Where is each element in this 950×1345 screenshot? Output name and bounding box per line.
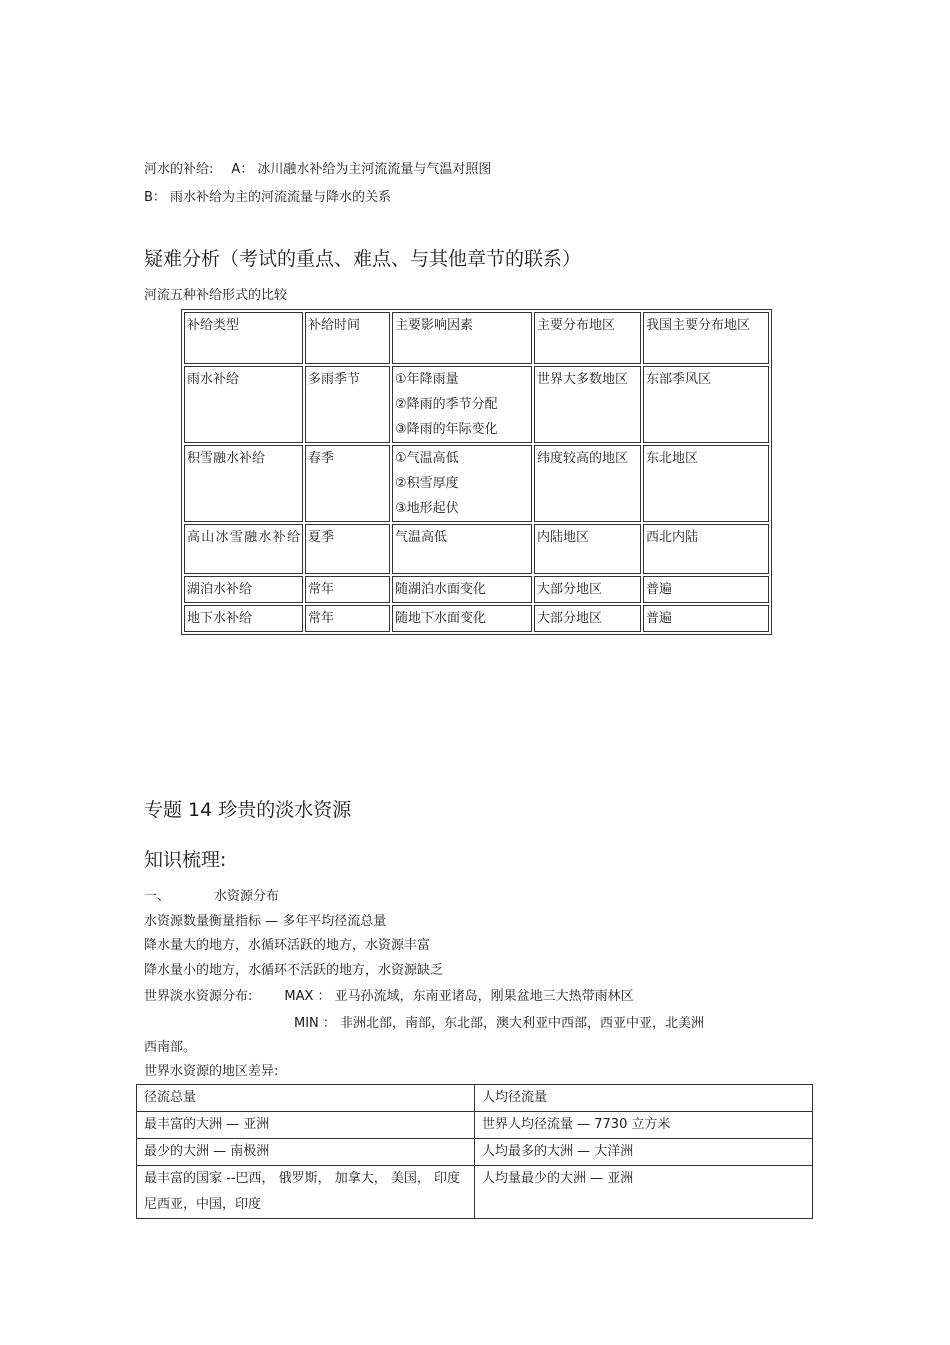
table-row (137, 1166, 813, 1219)
header-cell: 径流总量 (137, 1085, 475, 1112)
header-cell: 补给类型 (184, 312, 303, 364)
supply-item-a: A： 冰川融水补给为主河流流量与气温对照图 (231, 162, 492, 177)
supply-comparison-table (181, 309, 772, 635)
table-cell: 最丰富的大洲 — 亚洲 (137, 1112, 475, 1139)
cell-factors (392, 445, 532, 522)
cell-type: 地下水补给 (184, 605, 303, 632)
text-line: 水资源数量衡量指标 — 多年平均径流总量 (144, 914, 387, 929)
cell-type: 高山冰雪融水补给 (184, 524, 303, 574)
diff-caption: 世界水资源的地区差异: (144, 1064, 279, 1079)
cell-type: 积雪融水补给 (184, 445, 303, 522)
cell-factors: 随地下水面变化 (392, 605, 532, 632)
table-cell: 人均最多的大洲 — 大洋洲 (475, 1139, 813, 1166)
cell-time: 常年 (305, 605, 390, 632)
cell-time: 春季 (305, 445, 390, 522)
table1-caption: 河流五种补给形式的比较 (144, 288, 288, 303)
table-row (137, 1139, 813, 1166)
water-difference-table (136, 1084, 813, 1219)
factor-item: ②降雨的季节分配 (395, 397, 498, 412)
table-row (184, 445, 769, 522)
knowledge-heading: 知识梳理: (144, 849, 227, 871)
max-text: MAX ： 亚马孙流域，东南亚诸岛，刚果盆地三大热带雨林区 (284, 989, 634, 1004)
table-row (137, 1112, 813, 1139)
table-row (184, 605, 769, 632)
min-text: MIN ： 非洲北部，南部，东北部，澳大利亚中西部，西亚中亚，北美洲 (294, 1016, 705, 1031)
cell-world: 大部分地区 (534, 605, 641, 632)
header-cell: 补给时间 (305, 312, 390, 364)
world-distribution-line (144, 988, 634, 1006)
analysis-heading: 疑难分析（考试的重点、难点、与其他章节的联系） (144, 248, 582, 270)
cell-time: 多雨季节 (305, 366, 390, 443)
cell-world: 世界大多数地区 (534, 366, 641, 443)
header-cell: 人均径流量 (475, 1085, 813, 1112)
cell-world: 大部分地区 (534, 576, 641, 603)
min-text-cont: 西南部。 (144, 1040, 197, 1055)
section-title: 水资源分布 (214, 889, 280, 904)
supply-line-a (144, 161, 491, 179)
cell-type: 雨水补给 (184, 366, 303, 443)
factor-item: ③降雨的年际变化 (395, 422, 498, 437)
world-label: 世界淡水资源分布: (144, 989, 253, 1004)
cell-china: 普遍 (643, 605, 769, 632)
cell-factors: 气温高低 (392, 524, 532, 574)
header-cell: 主要影响因素 (392, 312, 532, 364)
cell-china: 东部季风区 (643, 366, 769, 443)
cell-world: 纬度较高的地区 (534, 445, 641, 522)
factor-item: ①气温高低 (395, 451, 459, 466)
cell-china: 西北内陆 (643, 524, 769, 574)
table-cell: 人均量最少的大洲 — 亚洲 (475, 1166, 813, 1219)
table-row (184, 366, 769, 443)
section-1-heading (144, 888, 279, 906)
topic-title: 专题 14 珍贵的淡水资源 (144, 799, 352, 821)
text-line: 降水量小的地方，水循环不活跃的地方，水资源缺乏 (144, 963, 444, 978)
cell-factors: 随湖泊水面变化 (392, 576, 532, 603)
cell-china: 普遍 (643, 576, 769, 603)
supply-line-b: B： 雨水补给为主的河流流量与降水的关系 (144, 190, 392, 205)
header-cell: 主要分布地区 (534, 312, 641, 364)
cell-factors (392, 366, 532, 443)
table-row (184, 576, 769, 603)
table-row (184, 524, 769, 574)
cell-type: 湖泊水补给 (184, 576, 303, 603)
cell-china: 东北地区 (643, 445, 769, 522)
table-cell: 最丰富的国家 --巴西， 俄罗斯， 加拿大， 美国， 印度尼西亚，中国，印度 (137, 1166, 475, 1219)
factor-item: ②积雪厚度 (395, 476, 459, 491)
table-cell: 最少的大洲 — 南极洲 (137, 1139, 475, 1166)
header-cell: 我国主要分布地区 (643, 312, 769, 364)
factor-item: ①年降雨量 (395, 372, 459, 387)
factor-item: ③地形起伏 (395, 501, 459, 516)
table-cell: 世界人均径流量 — 7730 立方米 (475, 1112, 813, 1139)
table-header-row (184, 312, 769, 364)
text-line: 降水量大的地方，水循环活跃的地方，水资源丰富 (144, 938, 431, 953)
cell-time: 常年 (305, 576, 390, 603)
cell-world: 内陆地区 (534, 524, 641, 574)
supply-label: 河水的补给: (144, 162, 214, 177)
table-header-row (137, 1085, 813, 1112)
cell-time: 夏季 (305, 524, 390, 574)
section-number: 一、 (144, 889, 171, 904)
